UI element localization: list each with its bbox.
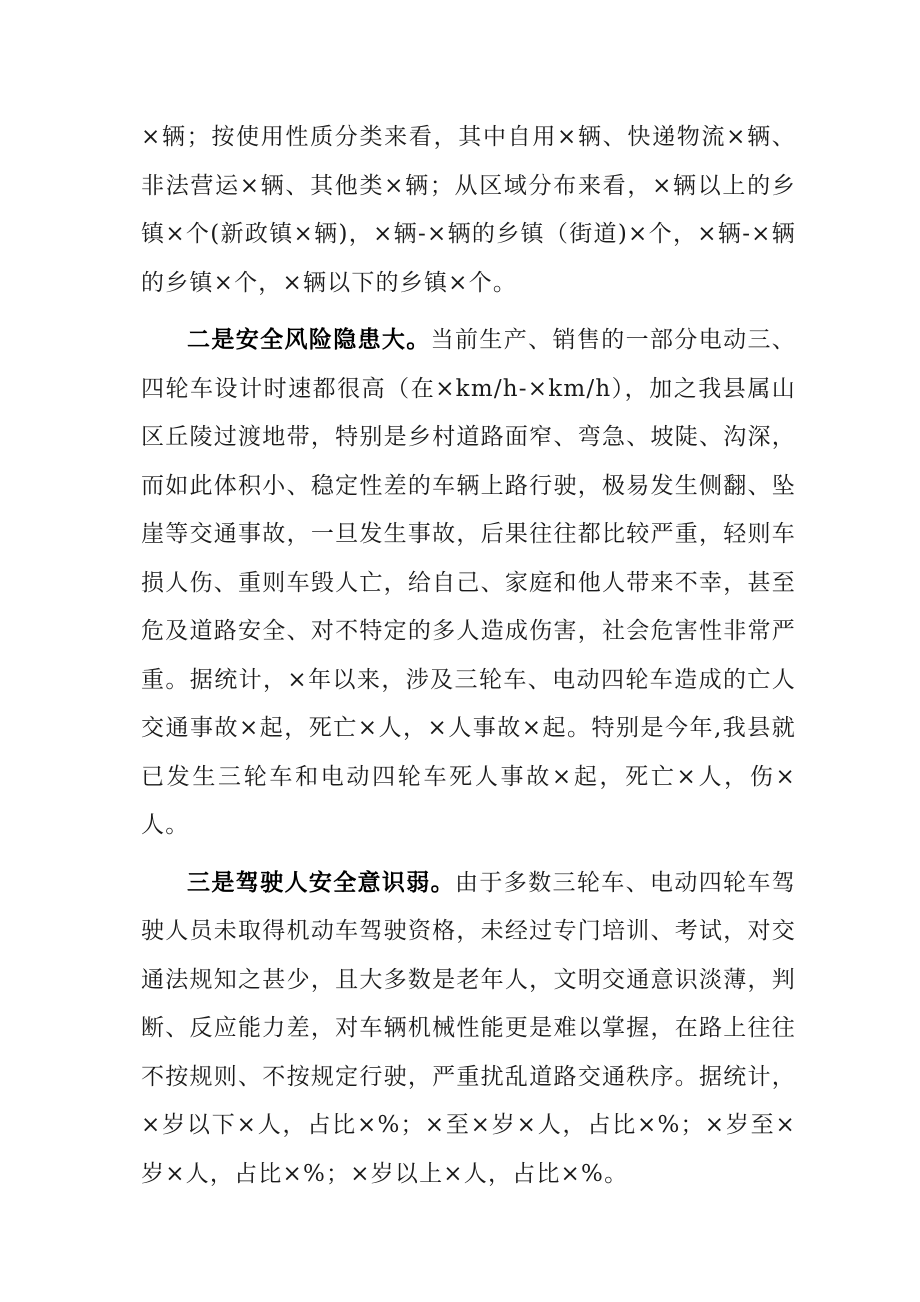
- document-body: [141, 113, 796, 1198]
- paragraph-text: 当前生产、销售的一部分电动三、四轮车设计时速都很高（在×km/h-×km/h），加之我县属山区丘陵过渡地带，特别是乡村道路面窄、弯急、坡陡、沟深，而如此体积小、稳定性差的车辆上路行驶，极易发生侧翻、坠崖等交通事故，一旦发生事故，后果往往都比较严重，轻则车损人伤、重则车毁人亡，给自己、家庭和他人带来不幸，甚至危及道路安全、对不特定的多人造成伤害，社会危害性非常严重。据统计，×年以来，涉及三轮车、电动四轮车造成的亡人交通事故×起，死亡×人，×人事故×起。特别是今年,我县就已发生三轮车和电动四轮车死人事故×起，死亡×人，伤×人。: [141, 327, 797, 838]
- paragraph-safety-risk: [141, 316, 796, 850]
- paragraph-heading: 三是驾驶人安全意识弱。: [187, 868, 456, 896]
- paragraph-driver-awareness: [141, 859, 796, 1199]
- paragraph-text: ×辆；按使用性质分类来看，其中自用×辆、快递物流×辆、非法营运×辆、其他类×辆；从区域分布来看，×辆以上的乡镇×个(新政镇×辆)，×辆-×辆的乡镇（街道)×个，×辆-×辆的乡镇×个，×辆以下的乡镇×个。: [141, 124, 796, 296]
- paragraph-text: 由于多数三轮车、电动四轮车驾驶人员未取得机动车驾驶资格，未经过专门培训、考试，对交通法规知之甚少，且大多数是老年人，文明交通意识淡薄，判断、反应能力差，对车辆机械性能更是难以掌握，在路上往往不按规则、不按规定行驶，严重扰乱道路交通秩序。据统计，×岁以下×人，占比×%；×至×岁×人，占比×%；×岁至×岁×人，占比×%；×岁以上×人，占比×%。: [141, 869, 796, 1187]
- paragraph-vehicle-statistics: [141, 113, 796, 307]
- paragraph-heading: 二是安全风险隐患大。: [187, 326, 431, 353]
